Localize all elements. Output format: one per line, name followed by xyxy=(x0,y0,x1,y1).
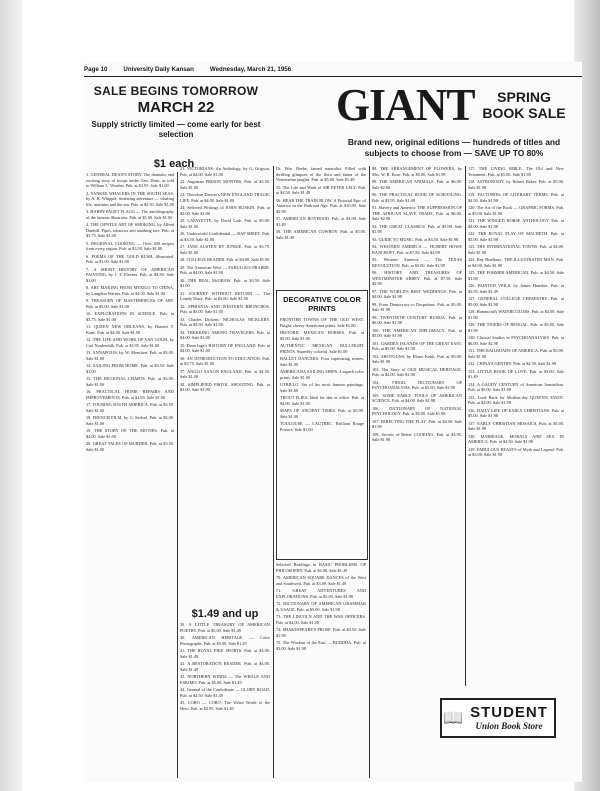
page-header xyxy=(84,62,582,76)
column-2 xyxy=(180,166,270,606)
book-listing: HISTORIC MEXICAN HORSES. Pub. at $5.00. Sale $1.00 xyxy=(280,330,364,341)
book-listing: AUTHENTIC MEXICAN BULLFIGHT PRINTS. Superbly colorful. Sale $1.00 xyxy=(280,343,364,354)
book-listing: 75. The Wisdom of the East — BUDDHA. Pub. at $3.00. Sale $1.98 xyxy=(276,640,366,651)
header-rule xyxy=(84,76,582,77)
book-listing: 58. THE AMERICAN COWBOY. Pub. at $5.00. Sale $1.49 xyxy=(276,229,366,240)
mid-price-heading: $1.49 and up xyxy=(191,608,259,620)
book-listing: 42. A RESTORATION READER. Pub. at $4.00. Sale $1.49 xyxy=(180,661,270,672)
column-divider xyxy=(369,166,370,778)
book-listing: 22. Augustan PRISON MONTHS, Pub. at $3.50. Sale $1.00 xyxy=(180,179,270,190)
book-listing: 121. THE WINGED HORSE ANTHOLOGY. Pub. at $4.00. Sale $1.98 xyxy=(468,218,564,229)
book-listing: 32. SPHINXIA AND WESTERN BRONCHOS. Pub. at $3.00. Sale $1.00 xyxy=(180,303,270,314)
book-listing: 4. THE GENTLE ART OF SMOKING, by Alfred Dunhill. Pipes, tobaccos and smoking lore. Pub. at $3.75. Sale $1.00 xyxy=(86,222,174,238)
book-listing: 17. TOURING SOUTH AMERICA. Pub. at $3.50. Sale $1.00 xyxy=(86,402,174,413)
book-listing: 30. THE REAL McGRAW. Pub. at $3.50. Sale $1.00 xyxy=(180,277,270,288)
book-listing: 19. THE STORY OF THE MOVIES. Pub. at $4.00. Sale $1.00 xyxy=(86,428,174,439)
book-listing: 10. EXPLORATIONS IN SCIENCE. Pub. at $3.75. Sale $1.00 xyxy=(86,311,174,322)
book-listing: 56. HEAR THE TRAIN BLOW. A Pictorial Epic of America in the Railroad Age. Pub. at $10.00. Sale $2.98 xyxy=(276,197,366,214)
book-listing: 119. FACTORIES OF LITERARY TERMS. Pub. at $4.50. Sale $1.98 xyxy=(468,192,564,203)
book-listing: 88. THE ARRANGEMENT OF FLOWERS, by Mrs. W. R. Rose. Pub. at $5.00. Sale $1.98 xyxy=(372,166,462,177)
book-listing: 14. SAILING FROM HOME. Pub. at $3.50. Sale $1.00 xyxy=(86,363,174,374)
book-listing: 98. From Democracy to Despotism. Pub. at $5.00. Sale $1.98 xyxy=(372,301,462,312)
book-listing: 27. JANE AUSTEN BY JUNKIE. Pub. at $3.75. Sale $1.00 xyxy=(180,244,270,255)
book-listing: 102. SHOTGUNS, by Elmer Keith. Pub. at $5.00. Sale $1.98 xyxy=(372,353,462,364)
book-listing: 125. THE FORMER AMERICAN. Pub. at $4.50. Sale $1.98 xyxy=(468,270,564,281)
book-listing: 13. ANNAPOLIS, by W. Mencken. Pub. at $3.00. Sale $1.00 xyxy=(86,350,174,361)
book-listing: 25. LAFAYETTE, by David Loth. Pub. at $5.00. Sale $1.00 xyxy=(180,218,270,229)
sale-subtitle: Brand new, original editions — hundreds of titles and subjects to choose from — SAVE UP TO 80% xyxy=(347,137,561,158)
book-listing: 38. SIMPLIFIED PISTOL SHOOTING. Pub. at $3.00. Sale $1.00 xyxy=(180,381,270,392)
book-listing: 3. HARRY PAGET FLAGG — The autobiography of the famous illustrator. Pub. at $5.00. Sale $1.00 xyxy=(86,209,174,220)
book-listing: 124. Ray Bradbury: THE ILLUSTRATED MAN. Pub. at $4.00. Sale $1.98 xyxy=(468,257,564,268)
student-union-book-store-logo xyxy=(440,698,556,738)
book-listing: 12. THE LIFE AND WORK OF VAN GOGH, by Carl Nordenfalk. Pub. at $3.95. Sale $1.00 xyxy=(86,337,174,348)
book-listing: 92. THE GREAT CLASSICS. Pub. at $5.00. Sale $1.98 xyxy=(372,223,462,234)
book-listing: Selected Readings in BASIC PROBLEMS OF PHILOSOPHY. Pub. at $4.00. Sale $1.49 xyxy=(276,562,366,573)
book-listing: 99. TWENTIETH CENTURY RUSSIA. Pub. at $6.00. Sale $1.98 xyxy=(372,314,462,325)
book-listing: 73. THE LINCOLN AND THE WAR OFFICERS. Pub. at $4.00. Sale $1.98 xyxy=(276,614,366,625)
book-listing: 128. Hammond's WATERCOLORS. Pub. at $4.00. Sale $1.98 xyxy=(468,309,564,320)
sale-begins-line: SALE BEGINS TOMORROW xyxy=(93,84,259,98)
book-listing: 131. THE RAILROADS OF AMERICA. Pub. at $5.00. Sale $1.98 xyxy=(468,348,564,359)
column-1 xyxy=(86,172,174,778)
newspaper-page xyxy=(84,62,582,782)
decorative-prints-list xyxy=(280,317,364,555)
book-listing: 101. GARDEN ISLANDS OF THE GREAT EAST. Pub. at $5.00. Sale $1.98 xyxy=(372,340,462,351)
book-listing: 123. THE INTERNATIONAL TOWNS. Pub. at $4.00. Sale $1.98 xyxy=(468,244,564,255)
column-5 xyxy=(468,166,564,686)
book-listing: 34. TREKKING AMONG TRAVELERS. Pub. at $4.00. Sale $1.00 xyxy=(180,329,270,340)
book-listing: AMERICANA SAILING SHIPS. 4 superb color prints. Sale $1.00 xyxy=(280,369,364,380)
decorative-prints-box xyxy=(276,290,368,560)
book-listing: 24. Selected Writings of JOHN RUSKIN. Pub. at $3.00. Sale $1.00 xyxy=(180,205,270,216)
book-listing: 21. VICTORIANS: An Anthology, by G. Grigson. Pub. at $4.00. Sale $1.00 xyxy=(180,166,270,177)
book-listing: 129. THE TIGERS OF BENGAL. Pub. at $5.00. Sale $1.98 xyxy=(468,322,564,333)
book-listing: 89. THE AMERICAN ANIMALS. Pub. at $6.00. Sale $2.98 xyxy=(372,179,462,190)
book-listing: 57. AMERICAN BOYHOOD. Pub. at $4.00. Sale $1.49 xyxy=(276,216,366,227)
book-listing: 1. GENERAL DEAN'S STORY. The dramatic and exciting story of troops under Gen. Dean, as told to William L. Worden. Pub. at $3.95. Sale $1.00 xyxy=(86,172,174,188)
book-listing: 139. FABULOUS BEASTS of Myth and Legend. Pub. at $5.00. Sale $1.98 xyxy=(468,446,564,457)
spring-book-sale-headline: SPRING BOOK SALE xyxy=(482,89,566,121)
book-listing: 136. DAILY LIFE OF EARLY CHRISTIANS. Pub. at $5.00. Sale $1.98 xyxy=(468,407,564,418)
book-listing: 8. ART MAKING FROM MEXICO TO CHINA, by Langdon Warner. Pub. at $4.00. Sale $1.00 xyxy=(86,285,174,296)
column-divider xyxy=(465,166,466,686)
book-listing: 39. A LITTLE TREASURY OF AMERICAN POETRY. Pub. at $5.00. Sale $1.49 xyxy=(180,622,270,633)
book-listing: 43. NORTHERN WINDS — The WHALE AND ESKIMO. Pub. at $5.00. Sale $1.49 xyxy=(180,674,270,685)
column-divider xyxy=(177,172,178,778)
column-4 xyxy=(372,166,462,686)
book-listing: 40. AMERICAN HERITAGE — Color Photographs. Pub. at $5.00. Sale $1.49 xyxy=(180,635,270,646)
book-listing: 91. Slavery and America: THE SUPPRESSION OF THE AFRICAN SLAVE TRADE. Pub. at $6.00. Sale $2.98 xyxy=(372,205,462,221)
page-number: Page 10 xyxy=(84,65,108,73)
book-listing: 100. THE AMERICAN DIPLOMACY. Pub. at $5.00. Sale $1.98 xyxy=(372,327,462,338)
book-listing: 133. LITTLE BOOK OF LOVE. Pub. at $3.00. Sale $1.49 xyxy=(468,368,564,379)
book-listing: 20. GREAT TALES OF MURDER. Pub. at $3.50. Sale $1.00 xyxy=(86,441,174,452)
book-listing: 132. CHINA'S GENTRY. Pub. at $4.50. Sale $1.98 xyxy=(468,361,557,366)
book-listing: 137. EARLY CHRISTIAN MOSAICS. Pub. at $5.00. Sale $1.98 xyxy=(468,420,564,431)
book-listing: 106. DICTIONARY OF NATIONAL PSYCHOLOGY. Pub. at $5.00. Sale $1.98 xyxy=(372,405,462,416)
book-listing: 96. HISTORY AND TREASURES OF WESTMINSTER ABBEY. Pub. at $7.50. Sale $2.98 xyxy=(372,270,462,286)
book-listing: 29. The American West — FABULOUS PRAIRIE. Pub. at $4.00. Sale $1.00 xyxy=(180,264,270,275)
book-listing: 104. VIRGIL DICTIONARY OF PSYCHOANALYSIS. Pub. at $5.00. Sale $1.98 xyxy=(372,379,462,390)
book-listing: FRONTIER TOWNS OF THE OLD WEST. Bright, cheery Americana prints. Sale $1.00 xyxy=(280,317,364,328)
book-listing: 70. AMERICAN SQUARE DANCES of the West and Southwest. Pub. at $3.00. Sale $1.49 xyxy=(276,575,366,586)
book-listing: 7. A SHORT HISTORY OF AMERICAN PAINTING, by J. T. Flexner. Pub. at $4.50. Sale $1.00 xyxy=(86,266,174,283)
book-listing: 97. THE WORLD'S BEST WEDDINGS. Pub. at $4.00. Sale $1.98 xyxy=(372,288,462,299)
book-listing: 36. AN INTRODUCTION TO EDUCATION. Pub. at $3.75. Sale $1.00 xyxy=(180,355,270,366)
book-listing: UTRILLO. Six of his most famous paintings. Sale $1.00 xyxy=(280,382,364,393)
book-listing: 45. CORO — CORO: The Weird World of the Hero. Pub. at $3.95. Sale $1.49 xyxy=(180,700,270,711)
book-listing: MAPS OF ANCIENT TIMES. Pub. at $5.00. Sale $1.00 xyxy=(280,408,364,419)
book-listing: 9. TREASURY OF MASTERPIECES OF ART. Pub. at $5.00. Sale $1.00 xyxy=(86,298,174,309)
newspaper-name: University Daily Kansan xyxy=(123,65,194,73)
column-divider xyxy=(273,166,274,778)
book-listing: 95. Western America — The TEXAS REVOLUTION. Pub. at $5.00. Sale $1.98 xyxy=(372,257,462,268)
book-listing: 127. GENERAL COLLEGE CHEMISTRY. Pub. at $5.00. Sale $1.98 xyxy=(468,296,564,307)
book-listing: 2. YANKEE WHALERS IN THE SOUTH SEAS, by A. B. Whipple. Seafaring adventure — whaling life, mutinies and the sea. Pub. at $3.50. Sale $1.00 xyxy=(86,190,174,207)
book-listing: 44. General of the Confederate — GLORY ROAD. Pub. at $4.50. Sale $1.49 xyxy=(180,687,270,698)
book-listing: 118. ASTRONOMY, by Robert Baker. Pub. at $5.00. Sale $1.98 xyxy=(468,179,564,190)
book-listing: BALLET DANCERS. Four captivating scenes. Sale $1.00 xyxy=(280,356,364,367)
column-3-lower xyxy=(276,562,366,778)
book-listing: 6. POEMS OF THE GOLD RUSH, illustrated. Pub. at $3.00. Sale $1.00 xyxy=(86,253,174,264)
column-3-upper xyxy=(276,166,366,286)
book-listing: 35. Dean Inge's HISTORY OF ENGLAND. Pub. at $4.00. Sale $1.00 xyxy=(180,342,270,353)
book-listing: TROUT FLIES. Ideal for den or office. Pub. at $4.00. Sale $1.00 xyxy=(280,395,364,406)
book-listing: 105. SOME EARLY TOOLS OF AMERICAN SCIENCE. Pub. at $4.00. Sale $1.98 xyxy=(372,392,462,403)
book-listing: 126. PAINTED VEILS, by James Huneker. Pub. at $3.95. Sale $1.49 xyxy=(468,283,564,294)
book-listing: 93. GUIDE TO MUSIC. Pub. at $4.50. Sale $1.98 xyxy=(372,236,459,242)
book-listing: 55. The Life and Work of SIR PETER LELY. Pub. at $4.50. Sale $1.49 xyxy=(276,184,366,195)
book-listing: 122. THE ROYAL PLAY OF MACBETH. Pub. at $5.00. Sale $1.98 xyxy=(468,231,564,242)
scan-left-margin xyxy=(0,0,22,791)
column-2-lower xyxy=(180,622,270,778)
book-listing: TOULOUSE — LAUTREC. Brilliant Rouge Posters. Sale $1.00 xyxy=(280,421,364,432)
book-listing: 94. WESTERN AMERICA — HUBERT HOWE BANCROFT. Pub. at $7.50. Sale $2.98 xyxy=(372,244,462,255)
book-listing: 138. MARRIAGE, MORALS AND SEX IN AMERICA. Pub. at $4.50. Sale $1.98 xyxy=(468,433,564,444)
book-listing: Dr. Wm. Beebe, famed naturalist. Filled with thrilling glimpses of the flora and fauna of the Venezuelan jungles. Pub. at $5.00. Sale $1.49 xyxy=(276,166,366,182)
book-listing: 71. GREAT ADVENTURES AND EXPLORATIONS. Pub. at $5.00. Sale $1.98 xyxy=(276,588,366,599)
book-listing: 41. THE ROYAL PIKE SPORTS. Pub. at $4.00. Sale $1.49 xyxy=(180,648,270,659)
book-listing: 11. QUEEN NEW ORLEANS, by Harnett T. Kane. Pub. at $4.00. Sale $1.00 xyxy=(86,324,174,335)
one-dollar-heading: $1 each xyxy=(153,158,195,170)
sale-announcement xyxy=(88,84,264,140)
book-listing: 23. Theodore Dreiser's NEW ENGLAND TRAGIC LIFE. Pub. at $4.00. Sale $1.00 xyxy=(180,192,270,203)
sale-date-line: MARCH 22 xyxy=(137,99,215,116)
book-listing: 130. Clinical Studies in PSYCHOANALYSIS. Pub. at $6.00. Sale $2.98 xyxy=(468,335,564,346)
book-listing: 15. THE REGIONAL CHARTS. Pub. at $3.00. Sale $1.00 xyxy=(86,376,174,387)
decorative-prints-title: DECORATIVE COLOR PRINTS xyxy=(283,295,361,313)
book-listing: 107. DIRECTING THE PLAY. Pub. at $4.00. Sale $1.98 xyxy=(372,418,462,429)
book-listing: 134. A GAUDY CENTURY of American Journalism. Pub. at $5.00. Sale $1.98 xyxy=(468,381,564,392)
book-listing: 33. Charles Dickens' NICHOLAS NICKLEBY. Pub. at $4.50. Sale $1.00 xyxy=(180,316,270,327)
store-name-line-1: STUDENT xyxy=(470,703,548,721)
book-listing: 72. DICTIONARY OF AMERICAN GRAMMAR & USAGE. Pub. at $5.00. Sale $1.98 xyxy=(276,601,366,612)
supply-limited-line: Supply strictly limited — come early for best selection xyxy=(91,120,261,139)
book-listing: 120. The Art of the Book — GRAPHIC FORMS. Pub. at $5.00. Sale $1.98 xyxy=(468,205,564,216)
book-icon: 📖 xyxy=(443,710,463,727)
book-listing: 90. THE PRACTICAL BOOK OF SCHOOLING. Pub. at $3.95. Sale $1.49 xyxy=(372,192,462,203)
book-listing: 16. PRACTICAL HOME REPAIRS AND IMPROVEMENTS. Pub. at $2.95. Sale $1.00 xyxy=(86,389,174,400)
book-listing: 26. Underworld Confidential — RAP SHEET. Pub. at $3.50. Sale $1.00 xyxy=(180,231,270,242)
book-listing: 18. FRENCH FILM, by G. Sadoul. Pub. at $3.00. Sale $1.00 xyxy=(86,415,174,426)
book-listing: 5. REGIONAL COOKING — Over 400 recipes from every region. Pub. at $3.50. Sale $1.00 xyxy=(86,240,174,251)
store-name-line-2: Union Book Store xyxy=(475,720,543,731)
book-listing: 31. JOURNEY WITHOUT RETURN — The Lonely Diary. Pub. at $3.00. Sale $1.00 xyxy=(180,290,270,301)
book-listing: 37. ANGLO SAXON ENGLAND. Pub. at $4.50. Sale $1.00 xyxy=(180,368,270,379)
book-listing: 74. SHAKESPEARE'S PROSE. Pub. at $3.50. Sale $1.98 xyxy=(276,627,366,638)
book-listing: 135. Look Back for Modern-day QUEEN'S TASTE. Pub. at $4.00. Sale $1.98 xyxy=(468,394,564,405)
book-listing: 28. COLLEGE READER. Pub. at $4.00. Sale $1.00 xyxy=(180,257,270,262)
book-listing: 117. THE LIVING BIBLE. The Old and New Testament. Pub. at $5.00. Sale $1.98 xyxy=(468,166,564,177)
book-listing: 103. The Story of OLD MUSICAL HERITAGE. Pub. at $4.00. Sale $1.98 xyxy=(372,366,462,377)
issue-date: Wednesday, March 21, 1956 xyxy=(209,65,292,73)
book-listing: 108. Secrets of Better COOKING. Pub. at $4.95. Sale $1.98 xyxy=(372,431,462,442)
giant-headline: GIANT xyxy=(336,79,475,130)
